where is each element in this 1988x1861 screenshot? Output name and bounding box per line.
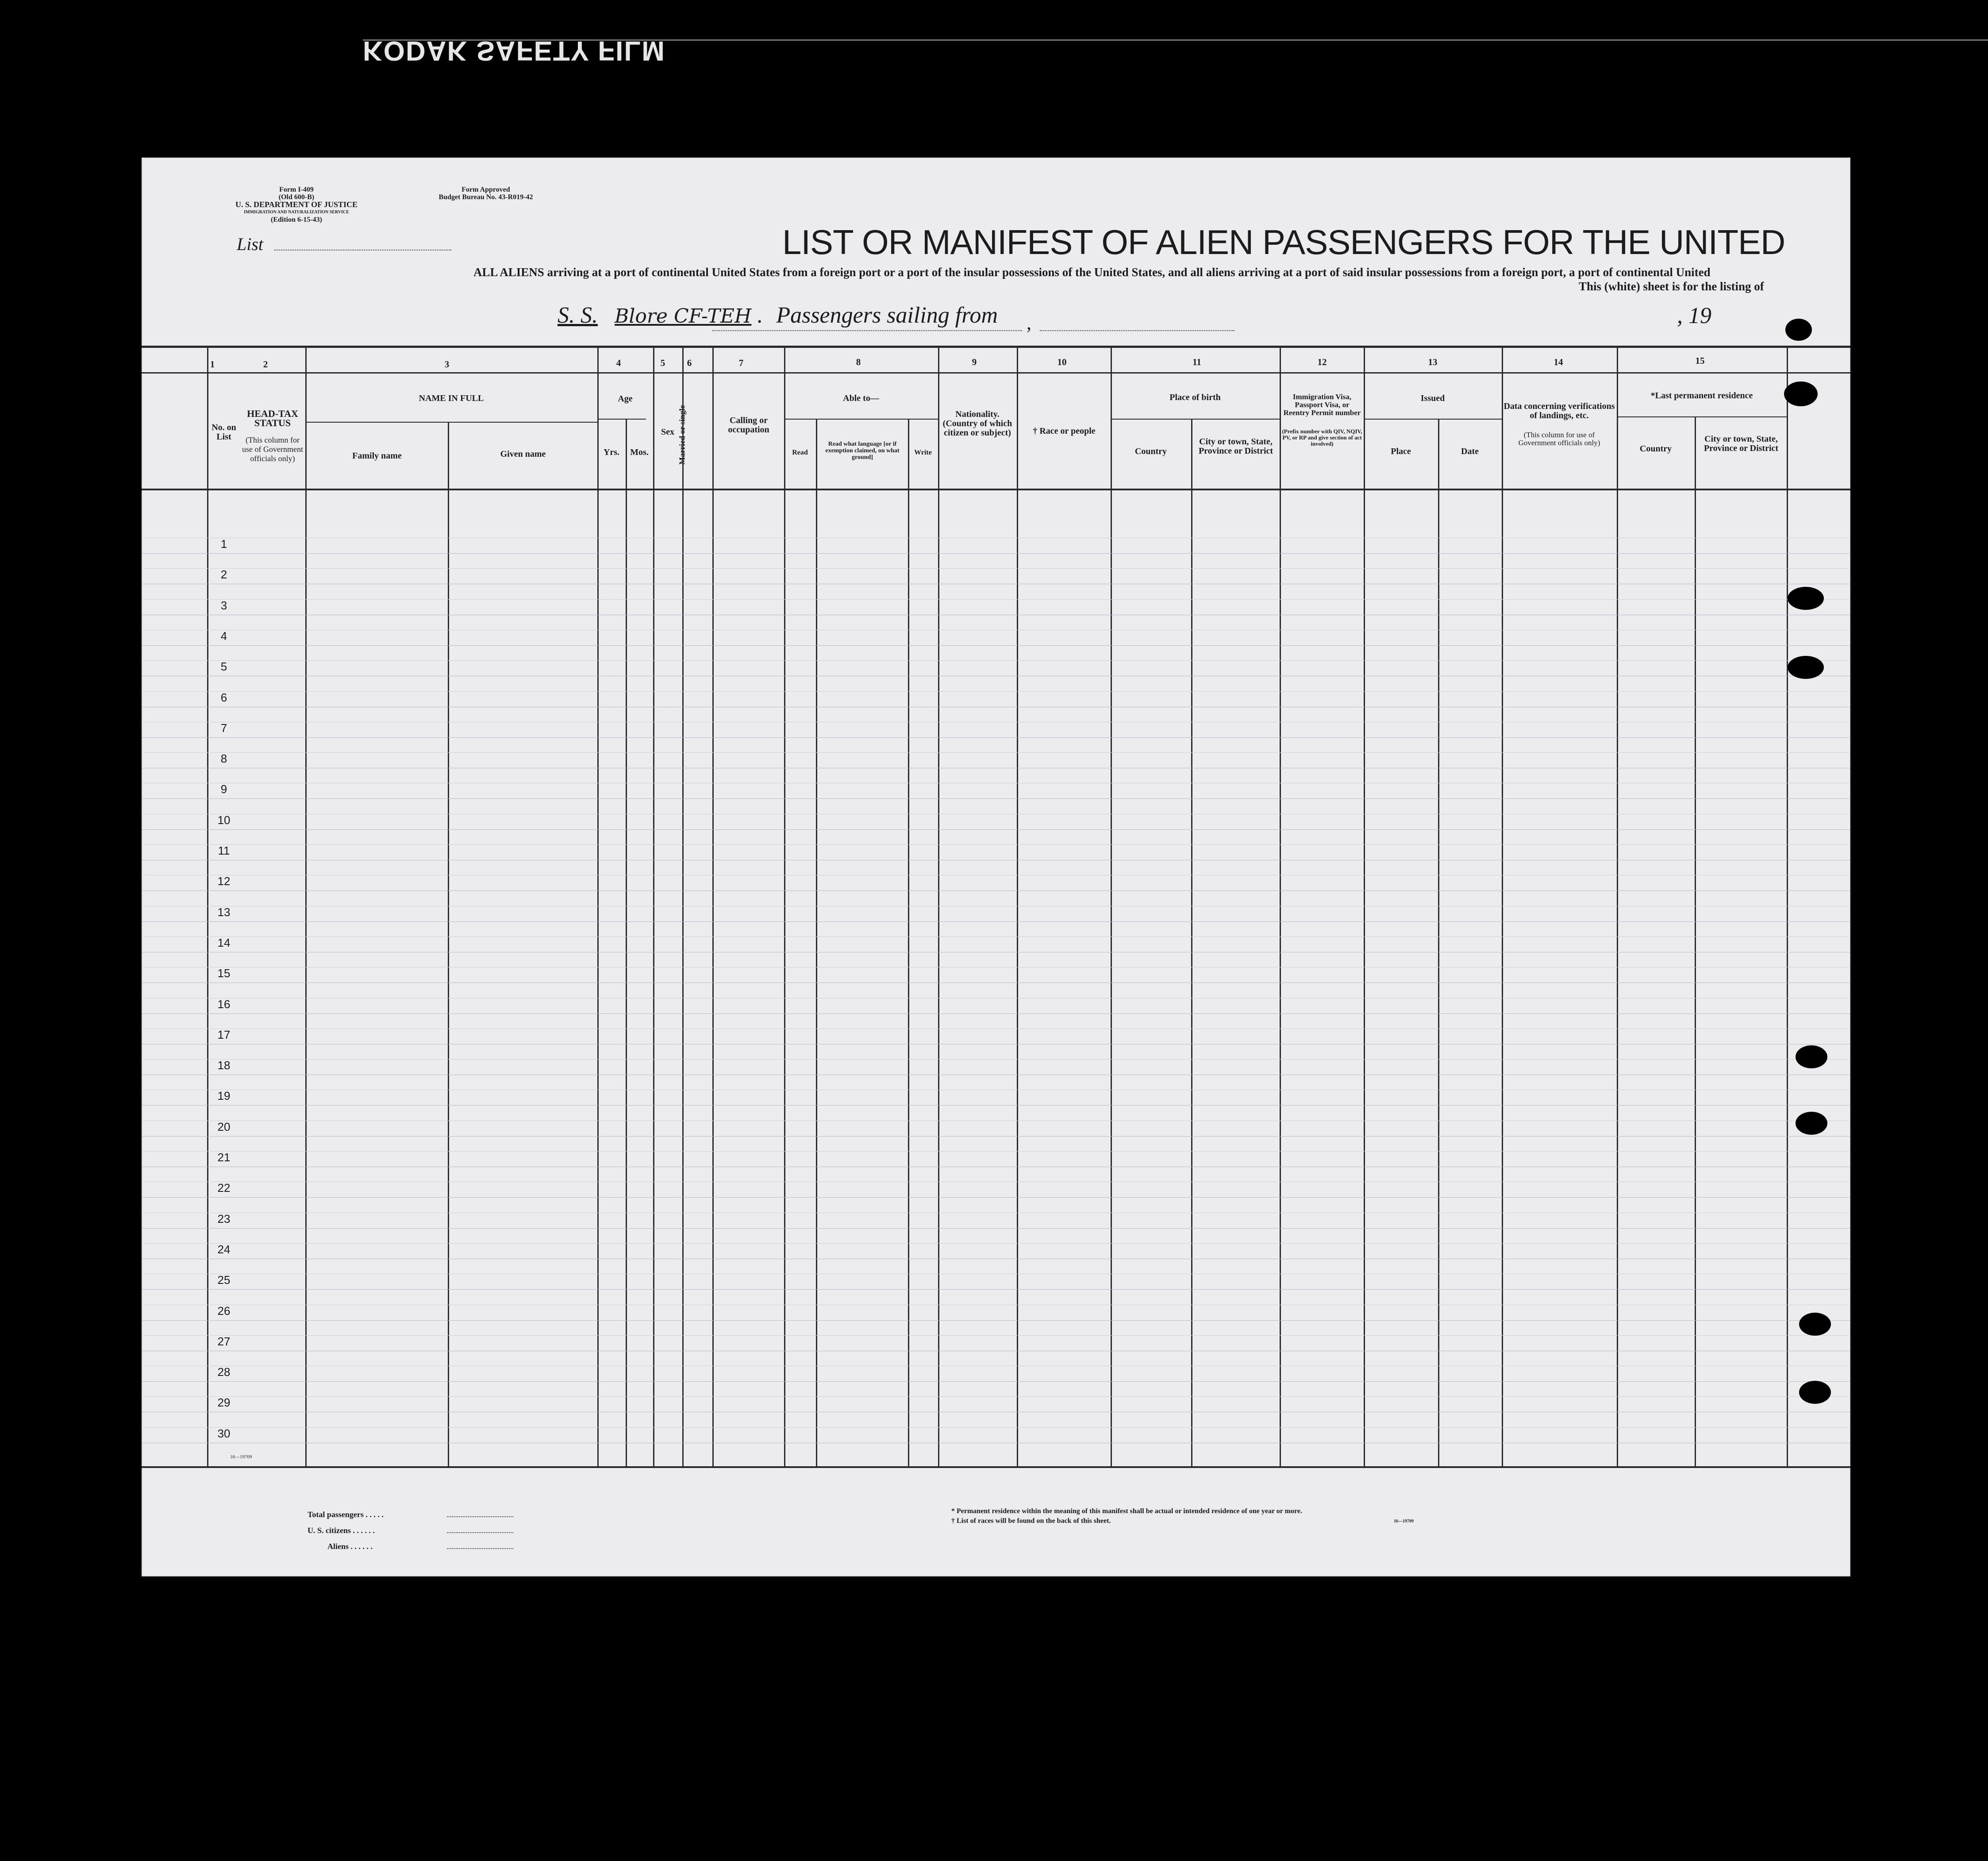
row-half-rule <box>142 1243 1850 1244</box>
header-last-residence: *Last permanent residence <box>1650 391 1753 401</box>
colnum-13: 13 <box>1428 357 1438 367</box>
colnum-15: 15 <box>1695 355 1705 366</box>
row-number: 20 <box>217 1120 231 1133</box>
form-approval <box>419 186 552 201</box>
row-number: 8 <box>220 752 227 766</box>
row-number: 11 <box>218 844 230 857</box>
header-head-tax-note: (This column for use of Government officials only) <box>242 435 303 463</box>
footer-note-races: † List of races will be found on the back of this sheet. <box>951 1517 1111 1525</box>
row-rule <box>142 553 1850 554</box>
table-top-border <box>142 346 1850 348</box>
row-half-rule <box>142 1059 1850 1060</box>
row-half-rule <box>142 1335 1850 1336</box>
header-given-name: Given name <box>500 449 546 459</box>
row-rule <box>142 1013 1850 1014</box>
row-number: 14 <box>217 936 231 949</box>
year-label: , 19 <box>1677 303 1711 328</box>
row-rule <box>142 645 1850 646</box>
row-half-rule <box>142 1396 1850 1397</box>
film-edge-text: KODAK SAFETY FILM <box>363 35 665 66</box>
footer-aliens: Aliens . . . . . . <box>327 1542 373 1551</box>
colnum-9: 9 <box>972 357 977 367</box>
budget-bureau: Budget Bureau No. 43-R019-42 <box>438 193 533 201</box>
ship-prefix: S. S. <box>558 303 598 328</box>
name-subheader-line <box>305 422 597 423</box>
header-birth-city: City or town, State, Province or District <box>1198 437 1273 456</box>
list-label: List <box>237 234 264 254</box>
header-residence-city: City or town, State, Province or District <box>1703 434 1779 453</box>
row-number: 4 <box>220 629 227 643</box>
row-half-rule <box>142 1151 1850 1152</box>
punch-hole <box>1788 587 1824 610</box>
header-data-concerning: Data concerning verifications of landings, etc. <box>1503 401 1615 420</box>
age-subheader-line <box>597 419 646 420</box>
us-citizens-field[interactable] <box>447 1532 513 1533</box>
subtitle-line-1: ALL ALIENS arriving at a port of continental United States from a foreign port or a port of the insular possessions of the United States, and all aliens arriving at a port of said insular possessions from a foreign port, a port of continental United <box>473 266 1711 279</box>
colnum-8: 8 <box>856 357 861 367</box>
header-nationality: Nationality. (Country of which citizen or subject) <box>942 409 1012 438</box>
header-write: Write <box>914 449 932 456</box>
row-half-rule <box>142 752 1850 753</box>
header-read: Read <box>792 449 808 456</box>
header-visa-note: (Prefix number with QIV, NQIV, PV, or RP and give section of act involved) <box>1282 428 1362 447</box>
header-head-tax: HEAD-TAX STATUS <box>247 408 298 428</box>
footer-us-citizens: U. S. citizens . . . . . . <box>308 1526 375 1535</box>
sailing-from-label: Passengers sailing from <box>776 303 998 328</box>
department: U. S. DEPARTMENT OF JUSTICE <box>235 200 358 209</box>
colnum-5: 5 <box>660 358 665 368</box>
row-number: 3 <box>220 598 227 612</box>
punch-hole <box>1799 1313 1831 1336</box>
header-birth-country: Country <box>1134 447 1167 456</box>
row-number: 19 <box>217 1089 231 1103</box>
row-rule <box>142 798 1850 799</box>
ship-name-handwritten[interactable]: Blore CF-TEH <box>615 305 752 328</box>
row-number: 7 <box>220 721 227 735</box>
manifest-title: LIST OR MANIFEST OF ALIEN PASSENGERS FOR THE UNITED <box>782 223 1785 262</box>
row-rule <box>142 890 1850 891</box>
row-number: 13 <box>217 905 231 919</box>
row-half-rule <box>142 660 1850 661</box>
header-calling: Calling or occupation <box>728 416 769 435</box>
date-field[interactable] <box>1040 330 1234 331</box>
header-yrs: Yrs. <box>603 447 620 457</box>
header-data-note: (This column for use of Government officials only) <box>1518 431 1600 447</box>
header-no-on-list: No. on List <box>211 423 236 442</box>
punch-hole <box>1788 656 1824 679</box>
punch-hole <box>1784 381 1818 406</box>
row-half-rule <box>142 1427 1850 1428</box>
row-number: 22 <box>217 1181 231 1195</box>
colnum-2: 2 <box>263 359 268 370</box>
header-race: † Race or people <box>1033 426 1096 436</box>
footer-total-passengers: Total passengers . . . . . <box>308 1510 384 1519</box>
punch-hole <box>1785 319 1812 341</box>
residence-subheader-line <box>1617 416 1787 417</box>
header-sex: Sex <box>661 427 674 437</box>
row-number: 9 <box>220 782 227 796</box>
footer-note-residence: * Permanent residence within the meaning of this manifest shall be actual or intended residence of one year or more. <box>951 1507 1302 1515</box>
row-number: 21 <box>217 1151 231 1164</box>
row-number: 16 <box>217 997 231 1011</box>
colnum-4: 4 <box>616 358 621 368</box>
header-able-to: Able to— <box>843 393 879 403</box>
form-approved: Form Approved <box>461 186 510 193</box>
colnum-1: 1 <box>210 359 215 370</box>
punch-hole <box>1799 1381 1831 1404</box>
table-bottom-border <box>142 1466 1850 1468</box>
colnum-10: 10 <box>1057 357 1067 367</box>
header-place-of-birth: Place of birth <box>1169 393 1221 402</box>
form-old-number: (Old 600-B) <box>278 193 315 201</box>
punch-hole <box>1796 1045 1827 1068</box>
row-rule <box>142 1381 1850 1382</box>
header-mos: Mos. <box>630 447 649 457</box>
row-number: 12 <box>217 875 231 888</box>
row-number: 28 <box>217 1365 231 1379</box>
row-number: 27 <box>217 1334 231 1348</box>
header-family-name: Family name <box>352 451 402 461</box>
able-subheader-line <box>784 419 938 420</box>
colnum-7: 7 <box>738 358 744 368</box>
colnum-6: 6 <box>687 358 692 368</box>
colnum-3: 3 <box>444 359 450 370</box>
row-rule <box>142 1197 1850 1198</box>
row-number: 15 <box>217 967 231 980</box>
manifest-sheet: Form I-409 (Old 600-B) U. S. DEPARTMENT OF JUSTICE IMMIGRATION AND NATURALIZATION SERVICE (Edition 6-15-43) Form Approved Budget Bureau No. 43-R019-42 List LIST OR MANIFEST OF ALIEN PASSENGERS FOR THE UNITED ALL ALIENS arriving at a port of continental United States from a foreign port or a port of the insular possessions of the United States, and all aliens arriving at a port of said insular possessions from a foreign port, a port of continental United This (white) sheet is for the listing of S. S. Blore CF-TEH . Passengers sailing from , , 19 1 2 3 4 5 6 7 8 9 10 11 12 13 14 15 No. on List HEAD-TAX STATUS (This column for use of Government officials only) NAME IN FULL Family name Given name Age Yrs. Mos. Sex Married or single Calling or occupation Able to— Read Read what language [or if exemption claimed, on what ground] Write Nationality. (Country of which citizen or subject) † Race or people Place of birth Country City or town, State, Province or District Immigration Visa, Passport Visa, or Reentry Permit number (Prefix number with QIV, NQIV, PV, or RP and give section of act involved) Issued Place Date Data concerning verifications of landings, etc. (This column for use of Government officials only) *Last permanent residence Country City or town, State, Province or District 1 2 3 4 5 6 7 8 9 10 11 12 13 14 15 16 17 18 19 20 21 22 23 24 25 26 27 28 29 30 16—19709 Total passengers . . . . . U. S. citizens . . . . . . Aliens . . . . . . * Permanent residence within the meaning of this manifest shall be actual or intended residence of one year or more. † List of races will be found on the back of this sheet. 16—19709 <box>142 158 1850 1576</box>
row-half-rule <box>142 691 1850 692</box>
row-rule <box>142 1105 1850 1106</box>
row-rule <box>142 737 1850 738</box>
sailing-from-field[interactable] <box>712 330 1022 331</box>
row-number: 24 <box>217 1242 231 1256</box>
row-rule <box>142 1289 1850 1290</box>
row-half-rule <box>142 599 1850 600</box>
aliens-field[interactable] <box>447 1548 513 1549</box>
subtitle-line-2: This (white) sheet is for the listing of <box>1579 280 1764 293</box>
header-married-single: Married or single <box>677 405 687 465</box>
row-rule <box>142 1136 1850 1137</box>
colnum-12: 12 <box>1317 357 1327 367</box>
header-issued: Issued <box>1420 393 1445 403</box>
row-number: 2 <box>220 568 227 582</box>
colnum-14: 14 <box>1553 357 1563 367</box>
row-number: 17 <box>217 1028 231 1041</box>
row-number: 26 <box>217 1304 231 1318</box>
birth-subheader-line <box>1111 419 1280 420</box>
row-rule <box>142 1228 1850 1229</box>
row-half-rule <box>142 844 1850 845</box>
header-bottom-border <box>142 489 1850 490</box>
header-age: Age <box>618 394 633 404</box>
header-residence-country: Country <box>1639 444 1672 454</box>
colnum-divider <box>142 372 1850 374</box>
ship-line: S. S. Blore CF-TEH . Passengers sailing from <box>558 303 998 328</box>
header-issued-place: Place <box>1391 447 1411 456</box>
row-number: 23 <box>217 1212 231 1225</box>
row-half-rule <box>142 936 1850 937</box>
issued-subheader-line <box>1364 419 1502 420</box>
row-number: 25 <box>217 1273 231 1287</box>
row-number: 1 <box>220 537 227 551</box>
edition: (Edition 6-15-43) <box>271 216 322 223</box>
header-issued-date: Date <box>1461 447 1479 456</box>
total-passengers-field[interactable] <box>447 1516 513 1517</box>
row-rule <box>142 829 1850 830</box>
service: IMMIGRATION AND NATURALIZATION SERVICE <box>244 210 349 215</box>
row-number: 29 <box>217 1396 231 1410</box>
row-half-rule <box>142 568 1850 569</box>
row-number: 10 <box>217 813 231 827</box>
row-rule <box>142 921 1850 922</box>
form-number: Form I-409 <box>279 186 314 193</box>
row-number: 5 <box>220 660 227 674</box>
header-name-in-full: NAME IN FULL <box>419 393 484 403</box>
row-number: 30 <box>217 1426 231 1440</box>
punch-hole <box>1796 1112 1827 1135</box>
row-number: 18 <box>217 1059 231 1072</box>
header-visa: Immigration Visa, Passport Visa, or Reentry Permit number <box>1283 393 1361 417</box>
header-read-what: Read what language [or if exemption claimed, on what ground] <box>825 441 900 461</box>
colnum-11: 11 <box>1192 357 1201 367</box>
row-number: 6 <box>220 690 227 704</box>
sheet-code: 16—19709 <box>230 1454 252 1460</box>
form-info <box>226 186 367 223</box>
footer-code: 16—19709 <box>1394 1519 1414 1524</box>
row-rule <box>142 1320 1850 1321</box>
